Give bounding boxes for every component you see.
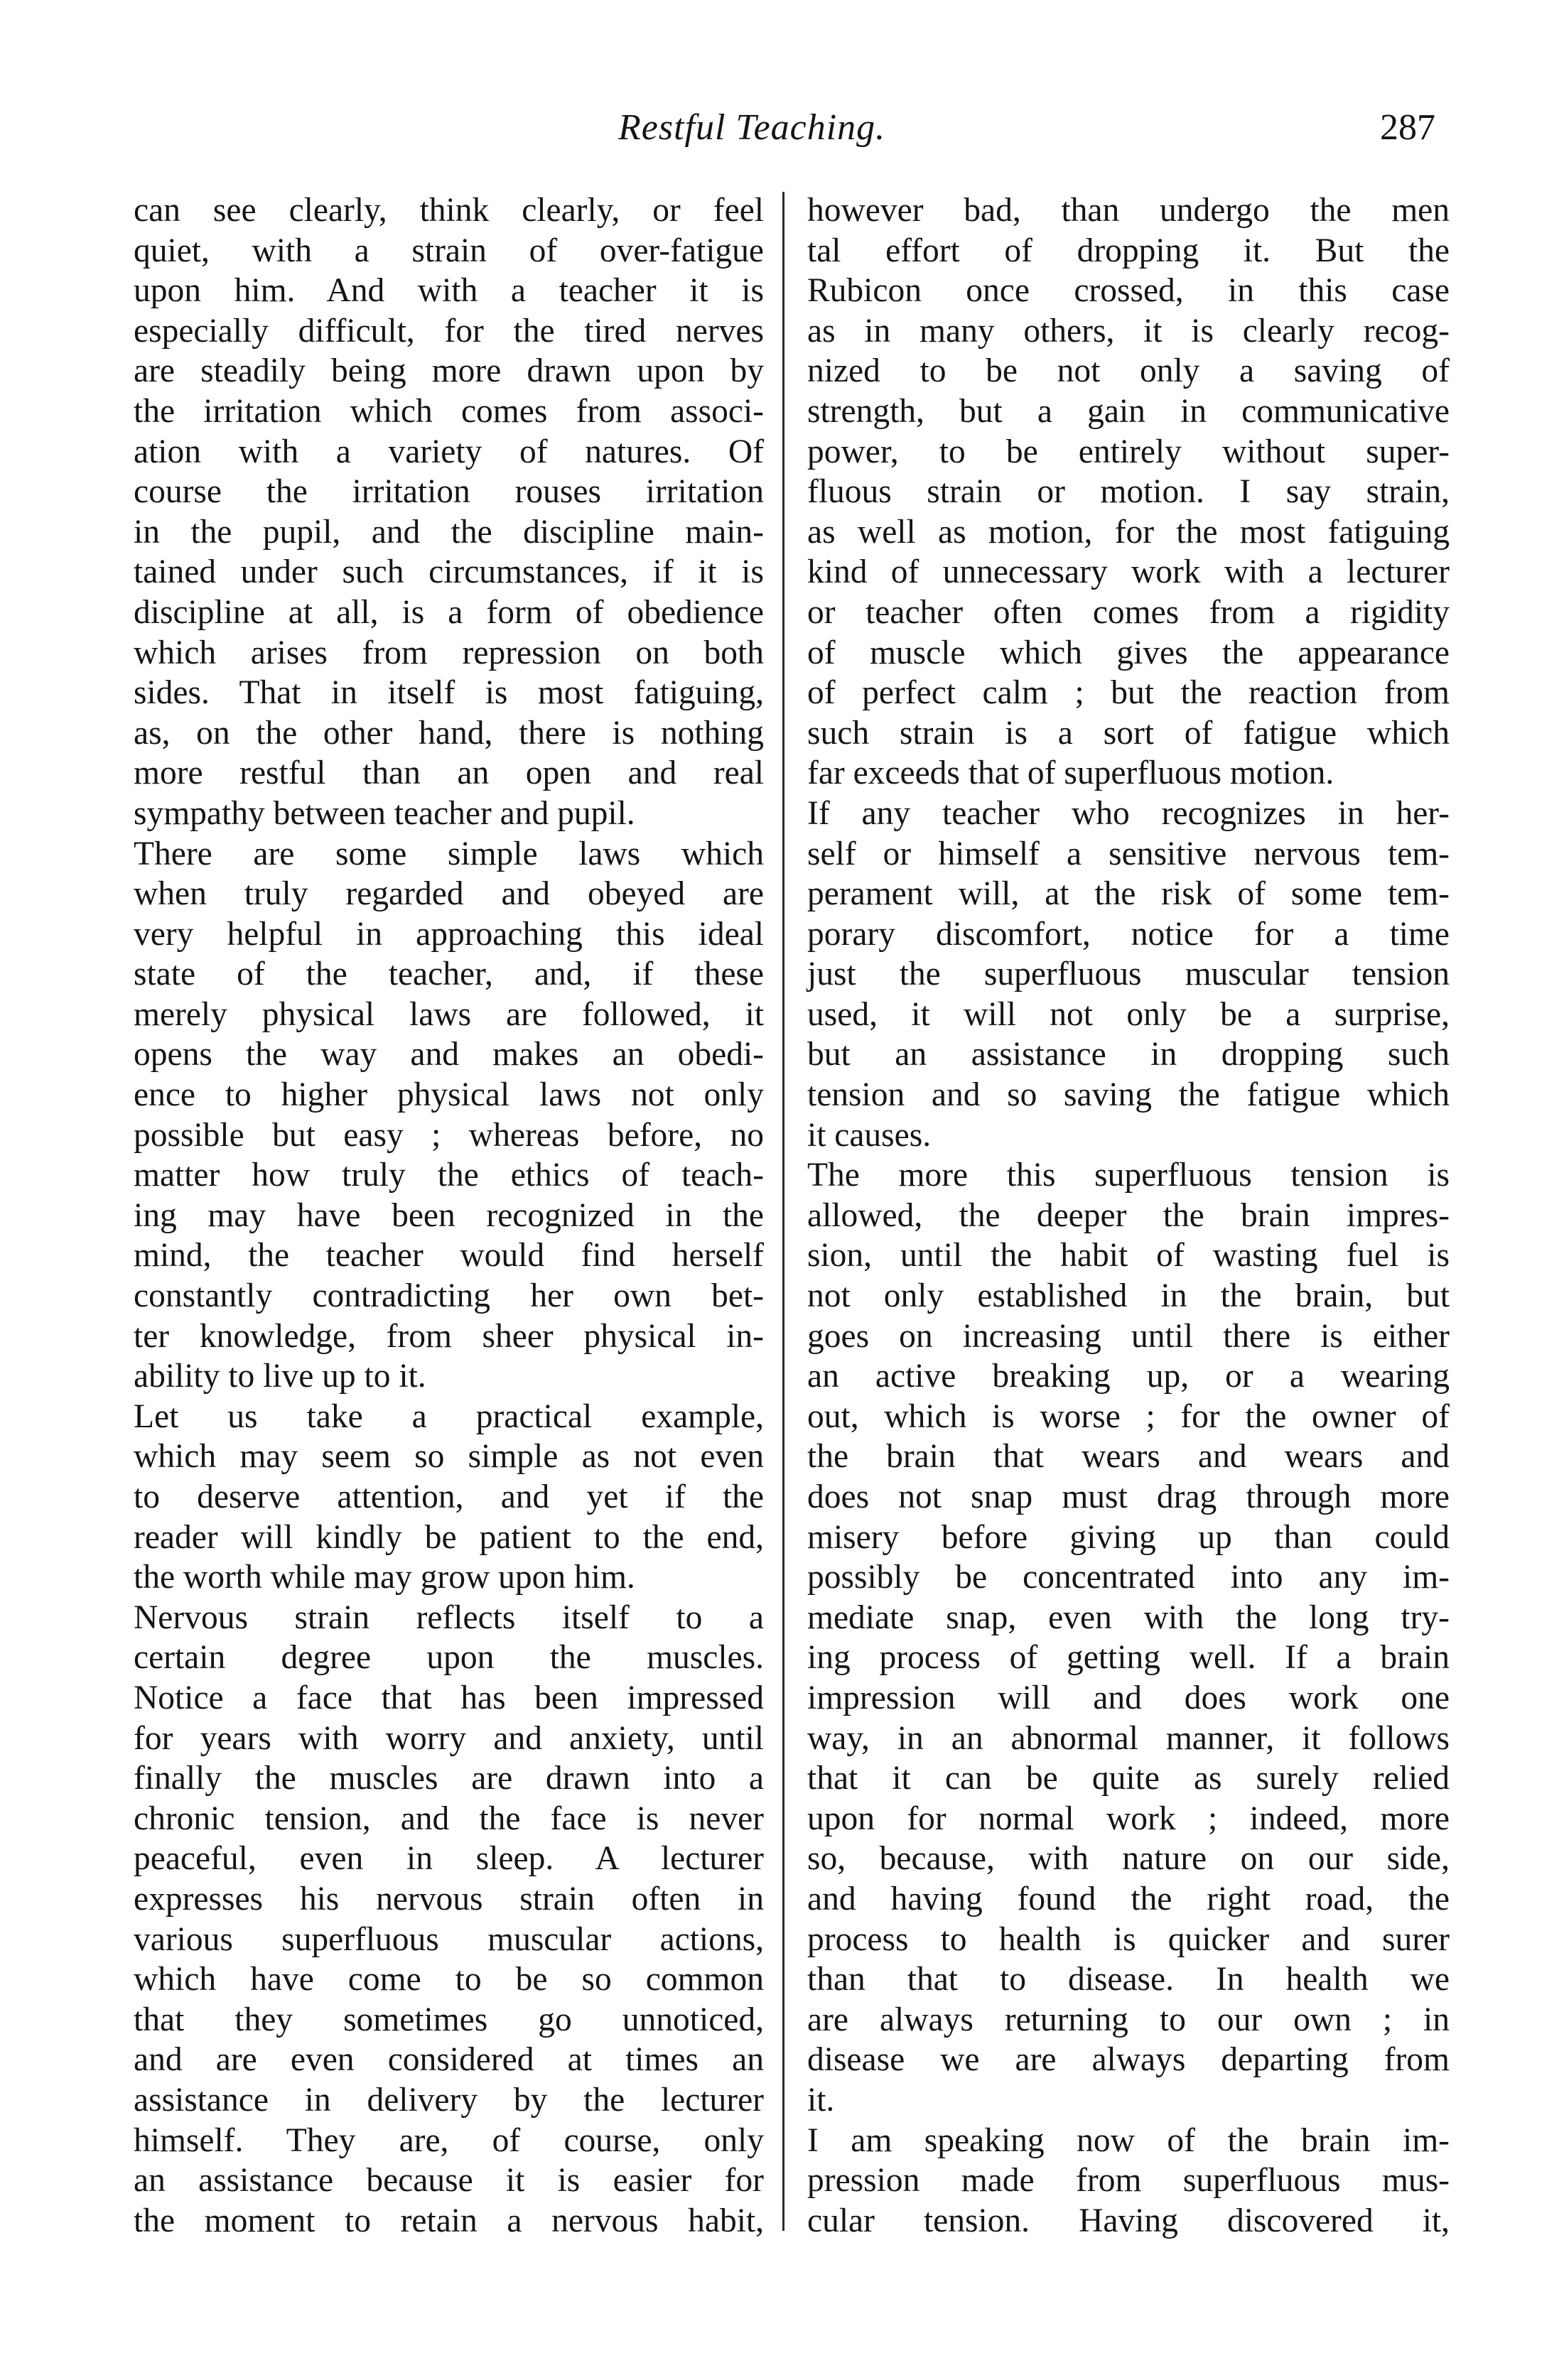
text-line: fluous strain or motion. I say strain, (807, 473, 1450, 511)
text-line: not only established in the brain, but (807, 1277, 1450, 1315)
text-line: ing may have been recognized in the (134, 1196, 764, 1234)
text-line: nized to be not only a saving of (807, 352, 1450, 390)
text-line: finally the muscles are drawn into a (134, 1760, 764, 1797)
text-line: chronic tension, and the face is never (134, 1800, 764, 1837)
text-line: certain degree upon the muscles. (134, 1639, 764, 1677)
text-line: the brain that wears and wears and (807, 1438, 1450, 1476)
text-line: are always returning to our own ; in (807, 2001, 1450, 2038)
text-line: merely physical laws are followed, it (134, 995, 764, 1033)
text-line: mind, the teacher would find herself (134, 1237, 764, 1275)
text-line: sides. That in itself is most fatiguing, (134, 674, 764, 712)
text-line: or teacher often comes from a rigidity (807, 593, 1450, 631)
text-line: an assistance because it is easier for (134, 2162, 764, 2200)
text-line: disease we are always departing from (807, 2041, 1450, 2079)
text-line: way, in an abnormal manner, it follows (807, 1719, 1450, 1757)
text-line: sympathy between teacher and pupil. (134, 794, 635, 832)
text-line: for years with worry and anxiety, until (134, 1719, 764, 1757)
text-line: it. (807, 2081, 835, 2119)
text-line: and having found the right road, the (807, 1880, 1450, 1917)
text-line: course the irritation rouses irritation (134, 473, 764, 511)
text-line: Let us take a practical example, (134, 1397, 764, 1435)
text-line: The more this superfluous tension is (807, 1157, 1450, 1194)
text-line: that it can be quite as surely relied (807, 1760, 1450, 1797)
text-line: tained under such circumstances, if it is (134, 553, 764, 591)
text-line: an active breaking up, or a wearing (807, 1358, 1450, 1395)
text-line: to deserve attention, and yet if the (134, 1478, 764, 1515)
text-line: mediate snap, even with the long try- (807, 1599, 1450, 1636)
text-line: opens the way and makes an obedi- (134, 1036, 764, 1073)
text-line: I am speaking now of the brain im- (807, 2121, 1450, 2159)
running-head (0, 107, 1564, 156)
text-line: as in many others, it is clearly recog- (807, 312, 1450, 350)
text-line: as well as motion, for the most fatiguing (807, 513, 1450, 551)
text-line: however bad, than undergo the men (807, 192, 1450, 229)
text-line: out, which is worse ; for the owner of (807, 1397, 1450, 1435)
text-line: If any teacher who recognizes in her- (807, 794, 1450, 832)
text-line: very helpful in approaching this ideal (134, 915, 764, 953)
text-line: tal effort of dropping it. But the (807, 232, 1450, 269)
text-line: Nervous strain reflects itself to a (134, 1599, 764, 1636)
text-line: which may seem so simple as not even (134, 1438, 764, 1476)
text-line: misery before giving up than could (807, 1518, 1450, 1556)
text-line: does not snap must drag through more (807, 1478, 1450, 1515)
text-line: far exceeds that of superfluous motion. (807, 754, 1334, 792)
text-line: peaceful, even in sleep. A lecturer (134, 1840, 764, 1878)
text-line: but an assistance in dropping such (807, 1036, 1450, 1073)
text-line: ation with a variety of natures. Of (134, 433, 764, 470)
text-line: Notice a face that has been impressed (134, 1679, 764, 1716)
text-line: pression made from superfluous mus- (807, 2162, 1450, 2200)
text-line: Rubicon once crossed, in this case (807, 272, 1450, 310)
column-divider (782, 192, 784, 2231)
text-line: are steadily being more drawn upon by (134, 352, 764, 390)
text-line: it causes. (807, 1116, 932, 1154)
text-line: as, on the other hand, there is nothing (134, 714, 764, 752)
text-line: especially difficult, for the tired nerves (134, 312, 764, 350)
text-line: can see clearly, think clearly, or feel (134, 192, 764, 229)
text-line: when truly regarded and obeyed are (134, 875, 764, 913)
text-line: perament will, at the risk of some tem- (807, 875, 1450, 913)
text-line: just the superfluous muscular tension (807, 956, 1450, 993)
text-line: matter how truly the ethics of teach- (134, 1157, 764, 1194)
text-line: process to health is quicker and surer (807, 1920, 1450, 1958)
text-line: which have come to be so common (134, 1961, 764, 1998)
text-line: There are some simple laws which (134, 835, 764, 872)
text-line: such strain is a sort of fatigue which (807, 714, 1450, 752)
text-line: strength, but a gain in communicative (807, 392, 1450, 430)
text-line: the irritation which comes from associ- (134, 392, 764, 430)
text-line: self or himself a sensitive nervous tem- (807, 835, 1450, 872)
text-line: of perfect calm ; but the reaction from (807, 674, 1450, 712)
text-line: ter knowledge, from sheer physical in- (134, 1317, 764, 1355)
text-line: which arises from repression on both (134, 634, 764, 671)
text-line: more restful than an open and real (134, 754, 764, 792)
text-line: kind of unnecessary work with a lecturer (807, 553, 1450, 591)
text-line: than that to disease. In health we (807, 1961, 1450, 1998)
text-line: quiet, with a strain of over-fatigue (134, 232, 764, 269)
text-line: the worth while may grow upon him. (134, 1559, 635, 1596)
text-line: himself. They are, of course, only (134, 2121, 764, 2159)
text-line: in the pupil, and the discipline main- (134, 513, 764, 551)
text-line: possibly be concentrated into any im- (807, 1559, 1450, 1596)
text-line: ing process of getting well. If a brain (807, 1639, 1450, 1677)
text-line: assistance in delivery by the lecturer (134, 2081, 764, 2119)
text-line: discipline at all, is a form of obedience (134, 593, 764, 631)
text-line: ence to higher physical laws not only (134, 1076, 764, 1114)
text-line: porary discomfort, notice for a time (807, 915, 1450, 953)
text-line: ability to live up to it. (134, 1358, 426, 1395)
text-line: constantly contradicting her own bet- (134, 1277, 764, 1315)
text-line: of muscle which gives the appearance (807, 634, 1450, 671)
text-line: upon him. And with a teacher it is (134, 272, 764, 310)
text-line: tension and so saving the fatigue which (807, 1076, 1450, 1114)
text-line: cular tension. Having discovered it, (807, 2202, 1450, 2239)
text-line: sion, until the habit of wasting fuel is (807, 1237, 1450, 1275)
text-line: the moment to retain a nervous habit, (134, 2202, 764, 2239)
text-line: expresses his nervous strain often in (134, 1880, 764, 1917)
text-line: used, it will not only be a surprise, (807, 995, 1450, 1033)
text-line: upon for normal work ; indeed, more (807, 1800, 1450, 1837)
text-line: impression will and does work one (807, 1679, 1450, 1716)
text-line: possible but easy ; whereas before, no (134, 1116, 764, 1154)
running-title: Restful Teaching. (618, 107, 886, 148)
right-column (807, 190, 1450, 2241)
text-line: that they sometimes go unnoticed, (134, 2001, 764, 2038)
text-line: goes on increasing until there is either (807, 1317, 1450, 1355)
text-line: various superfluous muscular actions, (134, 1920, 764, 1958)
text-line: reader will kindly be patient to the end, (134, 1518, 764, 1556)
text-line: allowed, the deeper the brain impres- (807, 1196, 1450, 1234)
text-line: power, to be entirely without super- (807, 433, 1450, 470)
page-number: 287 (1380, 107, 1435, 148)
text-line: and are even considered at times an (134, 2041, 764, 2079)
text-line: state of the teacher, and, if these (134, 956, 764, 993)
left-column (134, 190, 764, 2241)
text-line: so, because, with nature on our side, (807, 1840, 1450, 1878)
